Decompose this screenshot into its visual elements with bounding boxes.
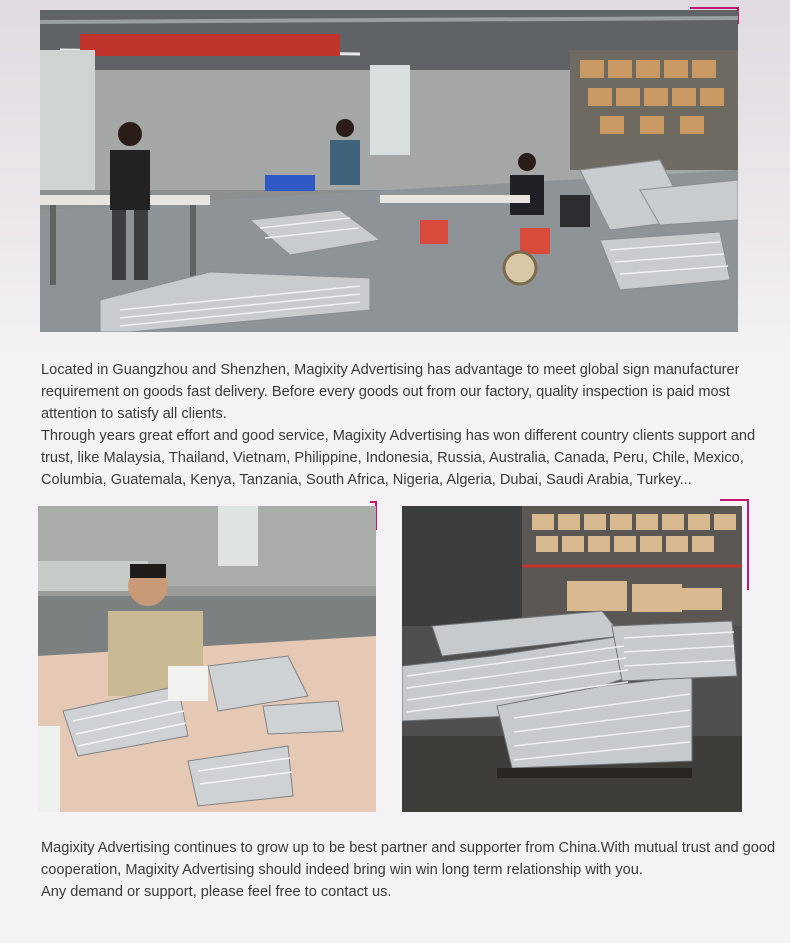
intro-paragraph: Located in Guangzhou and Shenzhen, Magixity Advertising has advantage to meet global sign manufacturer requirement on goods fast delivery. Before every goods out from our factory, quality inspection is paid most attention to satisfy all clients. Through years great effort and good service, Magixity Advertising has won different country clients support and trust, like Malaysia, Thailand, Vietnam, Philippine, Indonesia, Russia, Australia, Canada, Peru, Chile, Mexico, Columbia, Guatemala, Kenya, Tanzania, South Africa, Nigeria, Algeria, Dubai, Saudi Arabia, Turkey... [41,362,756,488]
factory-floor-photo [40,10,738,332]
worker-assembling-image [38,506,376,812]
factory-floor-image [40,10,738,332]
aluminum-profiles-stack-image [402,506,742,812]
worker-assembling-photo [38,506,376,812]
aluminum-profiles-stack-photo [402,506,742,812]
closing-paragraph: Magixity Advertising continues to grow up to be best partner and supporter from China.With mutual trust and good cooperation, Magixity Advertising should indeed bring win win long term relationship with you. Any demand or support, please feel free to contact us. [41,840,776,900]
